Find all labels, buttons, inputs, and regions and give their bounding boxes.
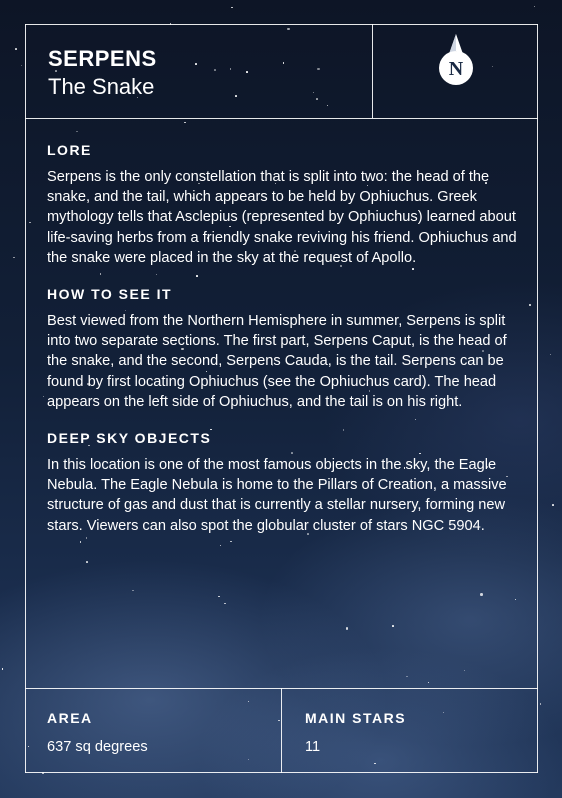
star-dot [13,257,15,259]
lore-body: Serpens is the only constellation that is split into two: the head of the snake, and the tail, which appears to be held by Ophiuchus. Greek mythology tells that Asclepius (represented by Ophiuchus) learned about life-saving herbs from a friendly snake reviving his friend. Ophiuchus and the snake were placed in the sky at the request of Apollo. [47,169,517,266]
how-to-see-heading: HOW TO SEE IT [47,286,173,303]
constellation-subtitle: The Snake [48,74,155,99]
header-divider [25,118,538,119]
compass-letter: N [448,58,464,80]
star-dot [15,48,17,50]
how-to-see-body: Best viewed from the Northern Hemisphere in summer, Serpens is split into two separate sections. The first part, Serpens Caput, is the head of the snake, and the second, Serpens Cauda, is the tail. Serpens can be found by first locating Ophiuchus (see the Ophiuchus card). The head appears on the left side of Ophiuchus, and the tail is on his right. [47,313,507,410]
star-dot [550,354,552,356]
star-dot [540,703,542,705]
constellation-name: SERPENS [48,46,157,71]
star-dot [534,6,536,8]
star-dot [2,668,4,670]
lore-heading: LORE [47,142,92,158]
card-content [47,142,517,554]
star-dot [21,65,23,67]
constellation-card [25,24,538,773]
star-dot [552,504,554,506]
main-stars-stat [305,710,406,756]
header-vertical-divider [372,24,373,118]
frame-top [25,24,538,25]
main-stars-label: MAIN STARS [305,710,407,726]
frame-right [537,24,538,773]
footer-vertical-divider [281,688,282,773]
frame-left [25,24,26,773]
card-title [48,46,157,100]
how-to-see-section [47,286,517,412]
lore-section [47,142,517,268]
area-stat [47,710,148,756]
compass-pointer-shade [449,34,456,54]
compass-icon [436,32,476,90]
deep-sky-body: In this location is one of the most famous objects in the sky, the Eagle Nebula. The Eagle Nebula is home to the Pillars of Creation, a massive structure of gas and dust that is currently a stellar nursery, forming new stars. Viewers can also spot the globular cluster of stars NGC 5904. [47,457,507,534]
area-label: AREA [47,710,93,726]
main-stars-value: 11 [305,739,321,755]
area-value: 637 sq degrees [47,739,148,755]
star-dot [231,7,233,9]
deep-sky-heading: DEEP SKY OBJECTS [47,430,212,447]
deep-sky-section [47,430,517,536]
